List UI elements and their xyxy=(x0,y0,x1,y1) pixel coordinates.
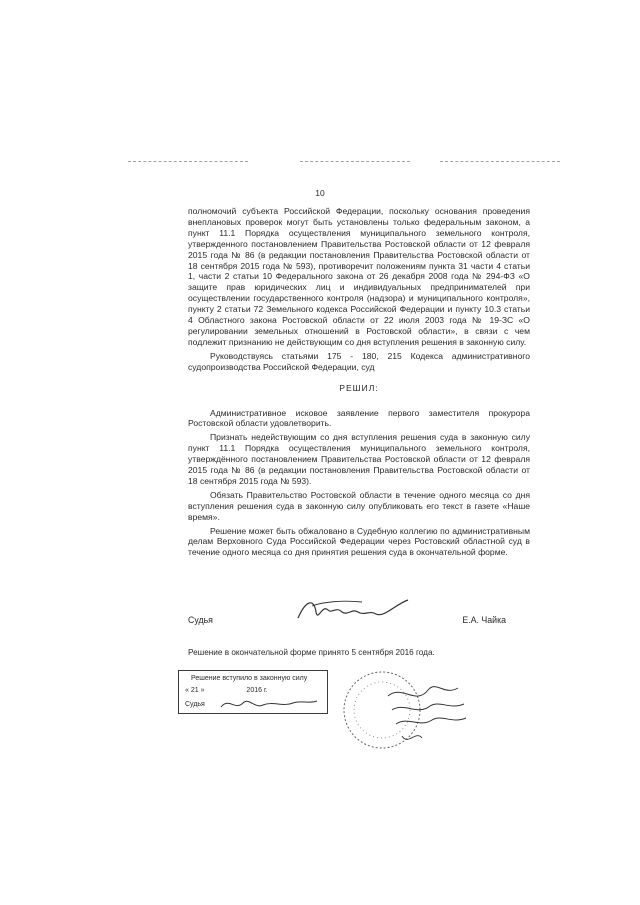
decision-paragraph: Признать недействующим со дня вступления решения суда в законную силу пункт 11.1 Порядка осуществления муниципального земельного контроля, утверждённого постановлением Правительства Ростовской области от 12 февраля 2015 года № 86 (в редакции постановления Правительства Ростовской области от 18 сентября 2015 года № 593). xyxy=(188,432,530,486)
scan-artifact-line xyxy=(440,161,560,163)
page-number: 10 xyxy=(315,188,325,198)
judge-label: Судья xyxy=(188,615,213,625)
stamp-signature xyxy=(219,695,319,713)
stamp-line: Судья xyxy=(185,701,205,708)
stamp-date: « 21 » xyxy=(185,687,205,694)
effect-stamp xyxy=(178,670,328,714)
court-seal xyxy=(332,666,472,756)
decision-paragraph: Обязать Правительство Ростовской области в течение одного месяца со дня вступления решения суда в законную силу опубликовать его текст в газете «Наше время». xyxy=(188,489,530,522)
document-body xyxy=(188,206,530,561)
stamp-line: Решение вступило в законную силу xyxy=(191,675,308,682)
final-form-note: Решение в окончательной форме принято 5 сентября 2016 года. xyxy=(188,648,435,657)
signature-row xyxy=(188,615,530,627)
scan-artifact-line xyxy=(128,161,248,163)
stamp-line xyxy=(185,687,268,694)
scan-artifact-line xyxy=(300,161,410,163)
judge-name: Е.А. Чайка xyxy=(462,615,506,625)
decision-paragraph: Решение может быть обжаловано в Судебную коллегию по административным делам Верховного Суда Российской Федерации через Ростовский областной суд в течение одного месяца со дня принятия решения суда в окончательной форме. xyxy=(188,525,530,558)
decision-heading: РЕШИЛ: xyxy=(339,382,379,393)
stamp-year: 2016 г. xyxy=(246,687,268,694)
body-paragraph: Руководствуясь статьями 175 - 180, 215 Кодекса административного судопроизводства Российской Федерации, суд xyxy=(188,350,530,372)
body-paragraph: полномочий субъекта Российской Федерации, поскольку основания проведения внеплановых проверок могут быть установлены только федеральным законом, а пункт 11.1 Порядка осуществления муниципального земельного контроля, утвержденного постановлением Правительства Ростовской области от 12 февраля 2015 года № 86 (в редакции постановления Правительства Ростовской области от 18 сентября 2015 года № 593), противоречит положениям пункта 31 части 4 статьи 1, части 2 статьи 10 Федерального закона от 26 декабря 2008 года № 294-ФЗ «О защите прав юридических лиц и индивидуальных предпринимателей при осуществлении государственного контроля (надзора) и муниципального контроля», пункту 2 статьи 72 Земельного кодекса Российской Федерации и пункту 10.3 статьи 4 Областного закона Ростовской области от 22 июля 2003 года № 19-ЗС «О регулировании земельных отношений в Ростовской области», в связи с чем подлежит признанию не действующим со дня вступления решения в законную силу. xyxy=(188,206,530,347)
decision-paragraph: Административное исковое заявление первого заместителя прокурора Ростовской области удовлетворить. xyxy=(188,407,530,429)
